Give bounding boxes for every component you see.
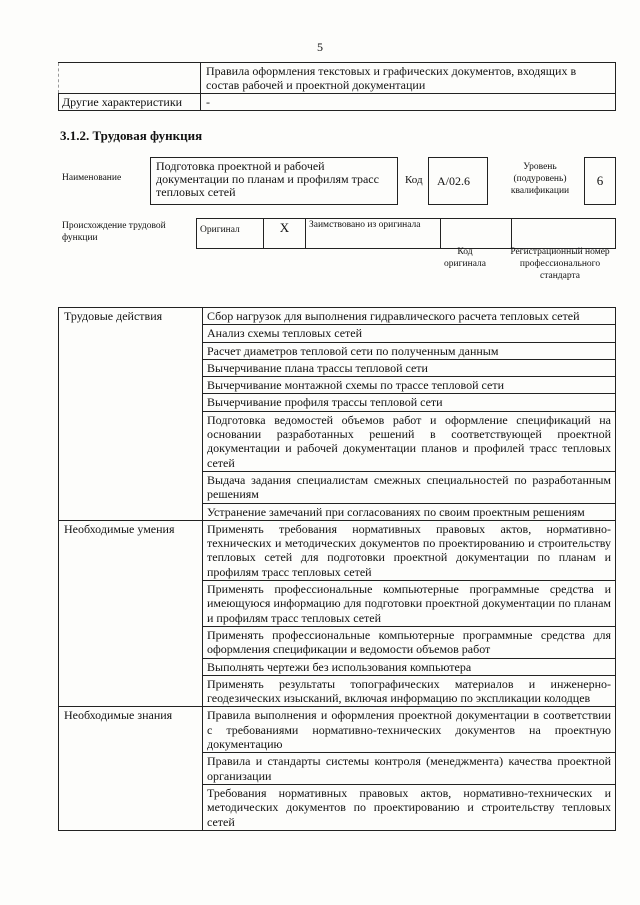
list-item: Вычерчивание монтажной схемы по трассе тепловой сети	[203, 377, 616, 394]
list-item: Устранение замечаний при согласованиях по своим проектным решениям	[203, 503, 616, 520]
origin-label: Происхождение трудовой функции	[62, 221, 166, 243]
list-item: Расчет диаметров тепловой сети по полученным данным	[203, 342, 616, 359]
list-item: Применять профессиональные компьютерные программные средства и имеющуюся информацию для подготовки проектной документации по планам и профилям трасс тепловых сетей	[203, 581, 616, 627]
origin-table	[196, 218, 616, 249]
original-mark: X	[264, 219, 306, 249]
list-item: Требования нормативных правовых актов, нормативно-технических и методических документов по проектированию и строительству тепловых сетей	[203, 784, 616, 830]
function-details-table	[58, 307, 616, 831]
table-row	[59, 520, 616, 580]
characteristics-table	[58, 62, 616, 111]
row-label: Другие характеристики	[59, 94, 201, 111]
row-value: Правила оформления текстовых и графических документов, входящих в состав рабочей и проектной документации	[201, 63, 616, 94]
list-item: Применять профессиональные компьютерные программные средства для оформления спецификации и ведомости объемов работ	[203, 626, 616, 658]
code-label: Код	[405, 174, 423, 186]
code-value: A/02.6	[428, 157, 488, 205]
list-item: Применять результаты топографических материалов и инженерно-геодезических изысканий, включая информацию по экспликации колодцев	[203, 675, 616, 707]
list-item: Анализ схемы тепловых сетей	[203, 325, 616, 342]
table-row	[59, 63, 616, 94]
list-item: Выполнять чертежи без использования компьютера	[203, 658, 616, 675]
page-number: 5	[317, 40, 323, 54]
code-original-caption: Код оригинала	[444, 247, 486, 269]
reg-number-cell	[512, 219, 616, 249]
original-label: Оригинал	[197, 219, 264, 249]
section-title: 3.1.2. Трудовая функция	[60, 128, 203, 143]
list-item: Подготовка ведомостей объемов работ и оформление спецификаций на основании разработанных решений в соответствующей проектной документации и рабочей документации планов и профилей трасс тепловых сетей	[203, 411, 616, 471]
list-item: Сбор нагрузок для выполнения гидравлического расчета тепловых сетей	[203, 308, 616, 325]
category-skills: Необходимые умения	[59, 520, 203, 707]
row-value: -	[201, 94, 616, 111]
table-row	[59, 94, 616, 111]
table-row	[59, 308, 616, 325]
list-item: Вычерчивание плана трассы тепловой сети	[203, 359, 616, 376]
list-item: Вычерчивание профиля трассы тепловой сети	[203, 394, 616, 411]
level-value: 6	[584, 157, 616, 205]
reg-number-caption: Регистрационный номер профессионального стандарта	[510, 247, 610, 281]
category-knowledge: Необходимые знания	[59, 707, 203, 830]
list-item: Выдача задания специалистам смежных специальностей по разработанным решениям	[203, 471, 616, 503]
list-item: Применять требования нормативных правовых актов, нормативно-технических и методических документов по проектированию и строительству тепловых сетей для подготовки проектной документации по планам и профилям трасс тепловых сетей	[203, 520, 616, 580]
list-item: Правила и стандарты системы контроля (менеджмента) качества проектной организации	[203, 753, 616, 785]
category-actions: Трудовые действия	[59, 308, 203, 521]
function-name-value: Подготовка проектной и рабочей документации по планам и профилям трасс тепловых сетей	[150, 157, 398, 205]
name-label: Наименование	[62, 173, 122, 183]
borrowed-label: Заимствовано из оригинала	[306, 219, 441, 249]
row-label	[59, 63, 201, 94]
list-item: Правила выполнения и оформления проектной документации в соответствии с требованиями нормативно-технических документов на проектную документацию	[203, 707, 616, 753]
code-original-cell	[441, 219, 512, 249]
table-row	[59, 707, 616, 753]
level-label: Уровень (подуровень) квалификации	[510, 162, 570, 196]
